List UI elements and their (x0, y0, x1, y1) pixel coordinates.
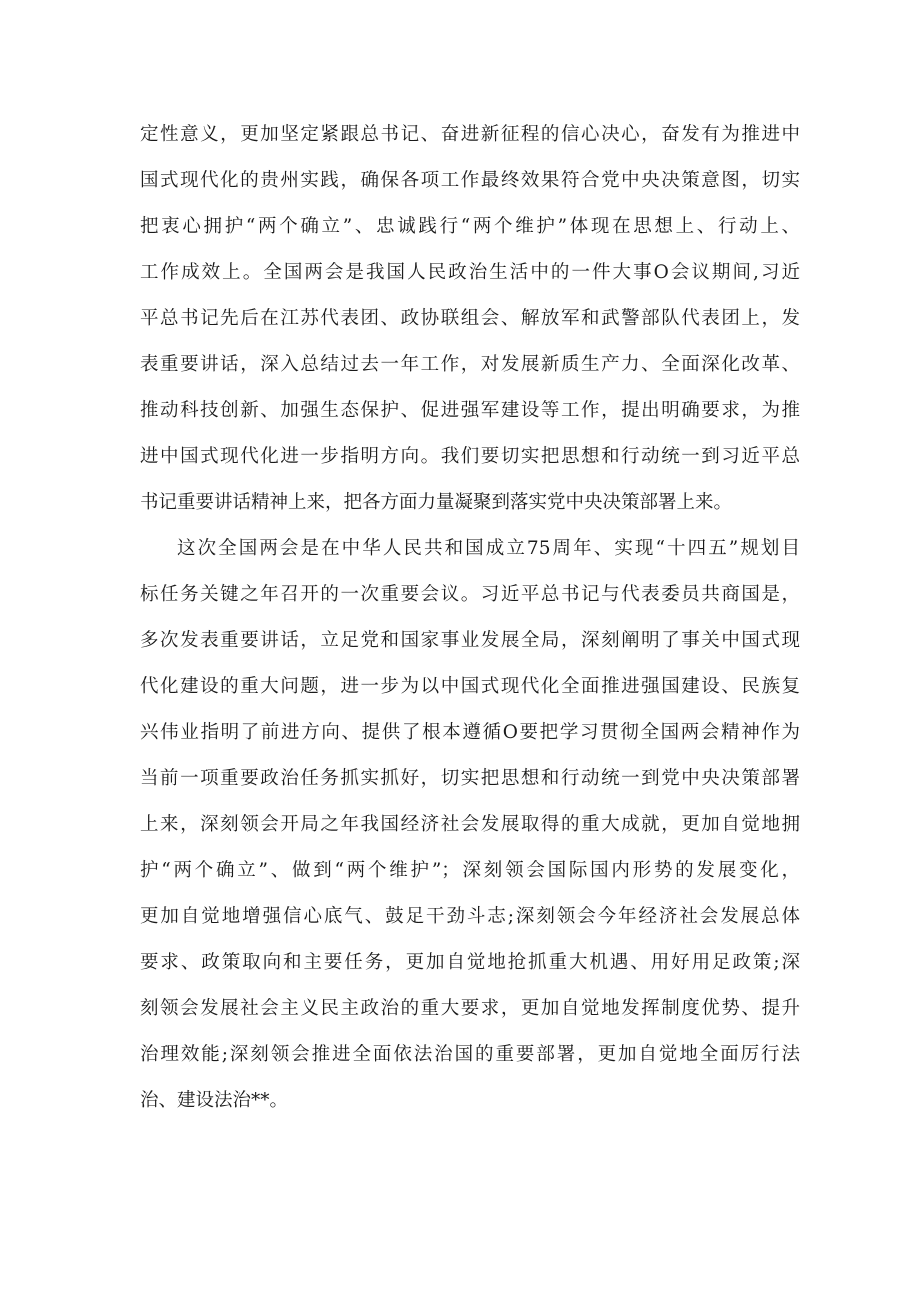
text-line: 国式现代化的贵州实践，确保各项工作最终效果符合党中央决策意图，切实 (140, 170, 800, 191)
text-line: 标任务关键之年召开的一次重要会议。习近平总书记与代表委员共商国是， (140, 584, 800, 605)
document-body (140, 112, 800, 1124)
text-line: 代化建设的重大问题，进一步为以中国式现代化全面推进强国建设、民族复 (140, 676, 800, 697)
text-line: 表重要讲话，深入总结过去一年工作，对发展新质生产力、全面深化改革、 (140, 354, 800, 375)
text-line: 治理效能;深刻领会推进全面依法治国的重要部署，更加自觉地全面厉行法 (140, 1044, 800, 1065)
text-line: 工作成效上。全国两会是我国人民政治生活中的一件大事O会议期间,习近 (140, 262, 800, 283)
text-line: 更加自觉地增强信心底气、鼓足干劲斗志;深刻领会今年经济社会发展总体 (140, 906, 800, 927)
text-line: 把衷心拥护“两个确立”、忠诚践行“两个维护”体现在思想上、行动上、 (140, 216, 800, 237)
text-line: 多次发表重要讲话，立足党和国家事业发展全局，深刻阐明了事关中国式现 (140, 630, 800, 651)
text-line: 推动科技创新、加强生态保护、促进强军建设等工作，提出明确要求，为推 (140, 400, 800, 421)
text-line: 治、建设法治**。 (140, 1090, 289, 1111)
text-line: 兴伟业指明了前进方向、提供了根本遵循O要把学习贯彻全国两会精神作为 (140, 722, 800, 743)
text-line: 进中国式现代化进一步指明方向。我们要切实把思想和行动统一到习近平总 (140, 446, 800, 467)
text-line: 护“两个确立”、做到“两个维护”；深刻领会国际国内形势的发展变化， (140, 860, 800, 881)
text-line: 刻领会发展社会主义民主政治的重大要求，更加自觉地发挥制度优势、提升 (140, 998, 800, 1019)
text-line: 书记重要讲话精神上来，把各方面力量凝聚到落实党中央决策部署上来。 (140, 492, 733, 513)
text-line: 上来，深刻领会开局之年我国经济社会发展取得的重大成就，更加自觉地拥 (140, 814, 800, 835)
text-line: 这次全国两会是在中华人民共和国成立75周年、实现“十四五”规划目 (177, 538, 800, 559)
text-line: 定性意义，更加坚定紧跟总书记、奋进新征程的信心决心，奋发有为推进中 (140, 124, 800, 145)
text-line: 要求、政策取向和主要任务，更加自觉地抢抓重大机遇、用好用足政策;深 (140, 952, 800, 973)
paragraph-2 (140, 526, 800, 1124)
text-line: 当前一项重要政治任务抓实抓好，切实把思想和行动统一到党中央决策部署 (140, 768, 800, 789)
text-line: 平总书记先后在江苏代表团、政协联组会、解放军和武警部队代表团上，发 (140, 308, 800, 329)
paragraph-1 (140, 112, 800, 526)
